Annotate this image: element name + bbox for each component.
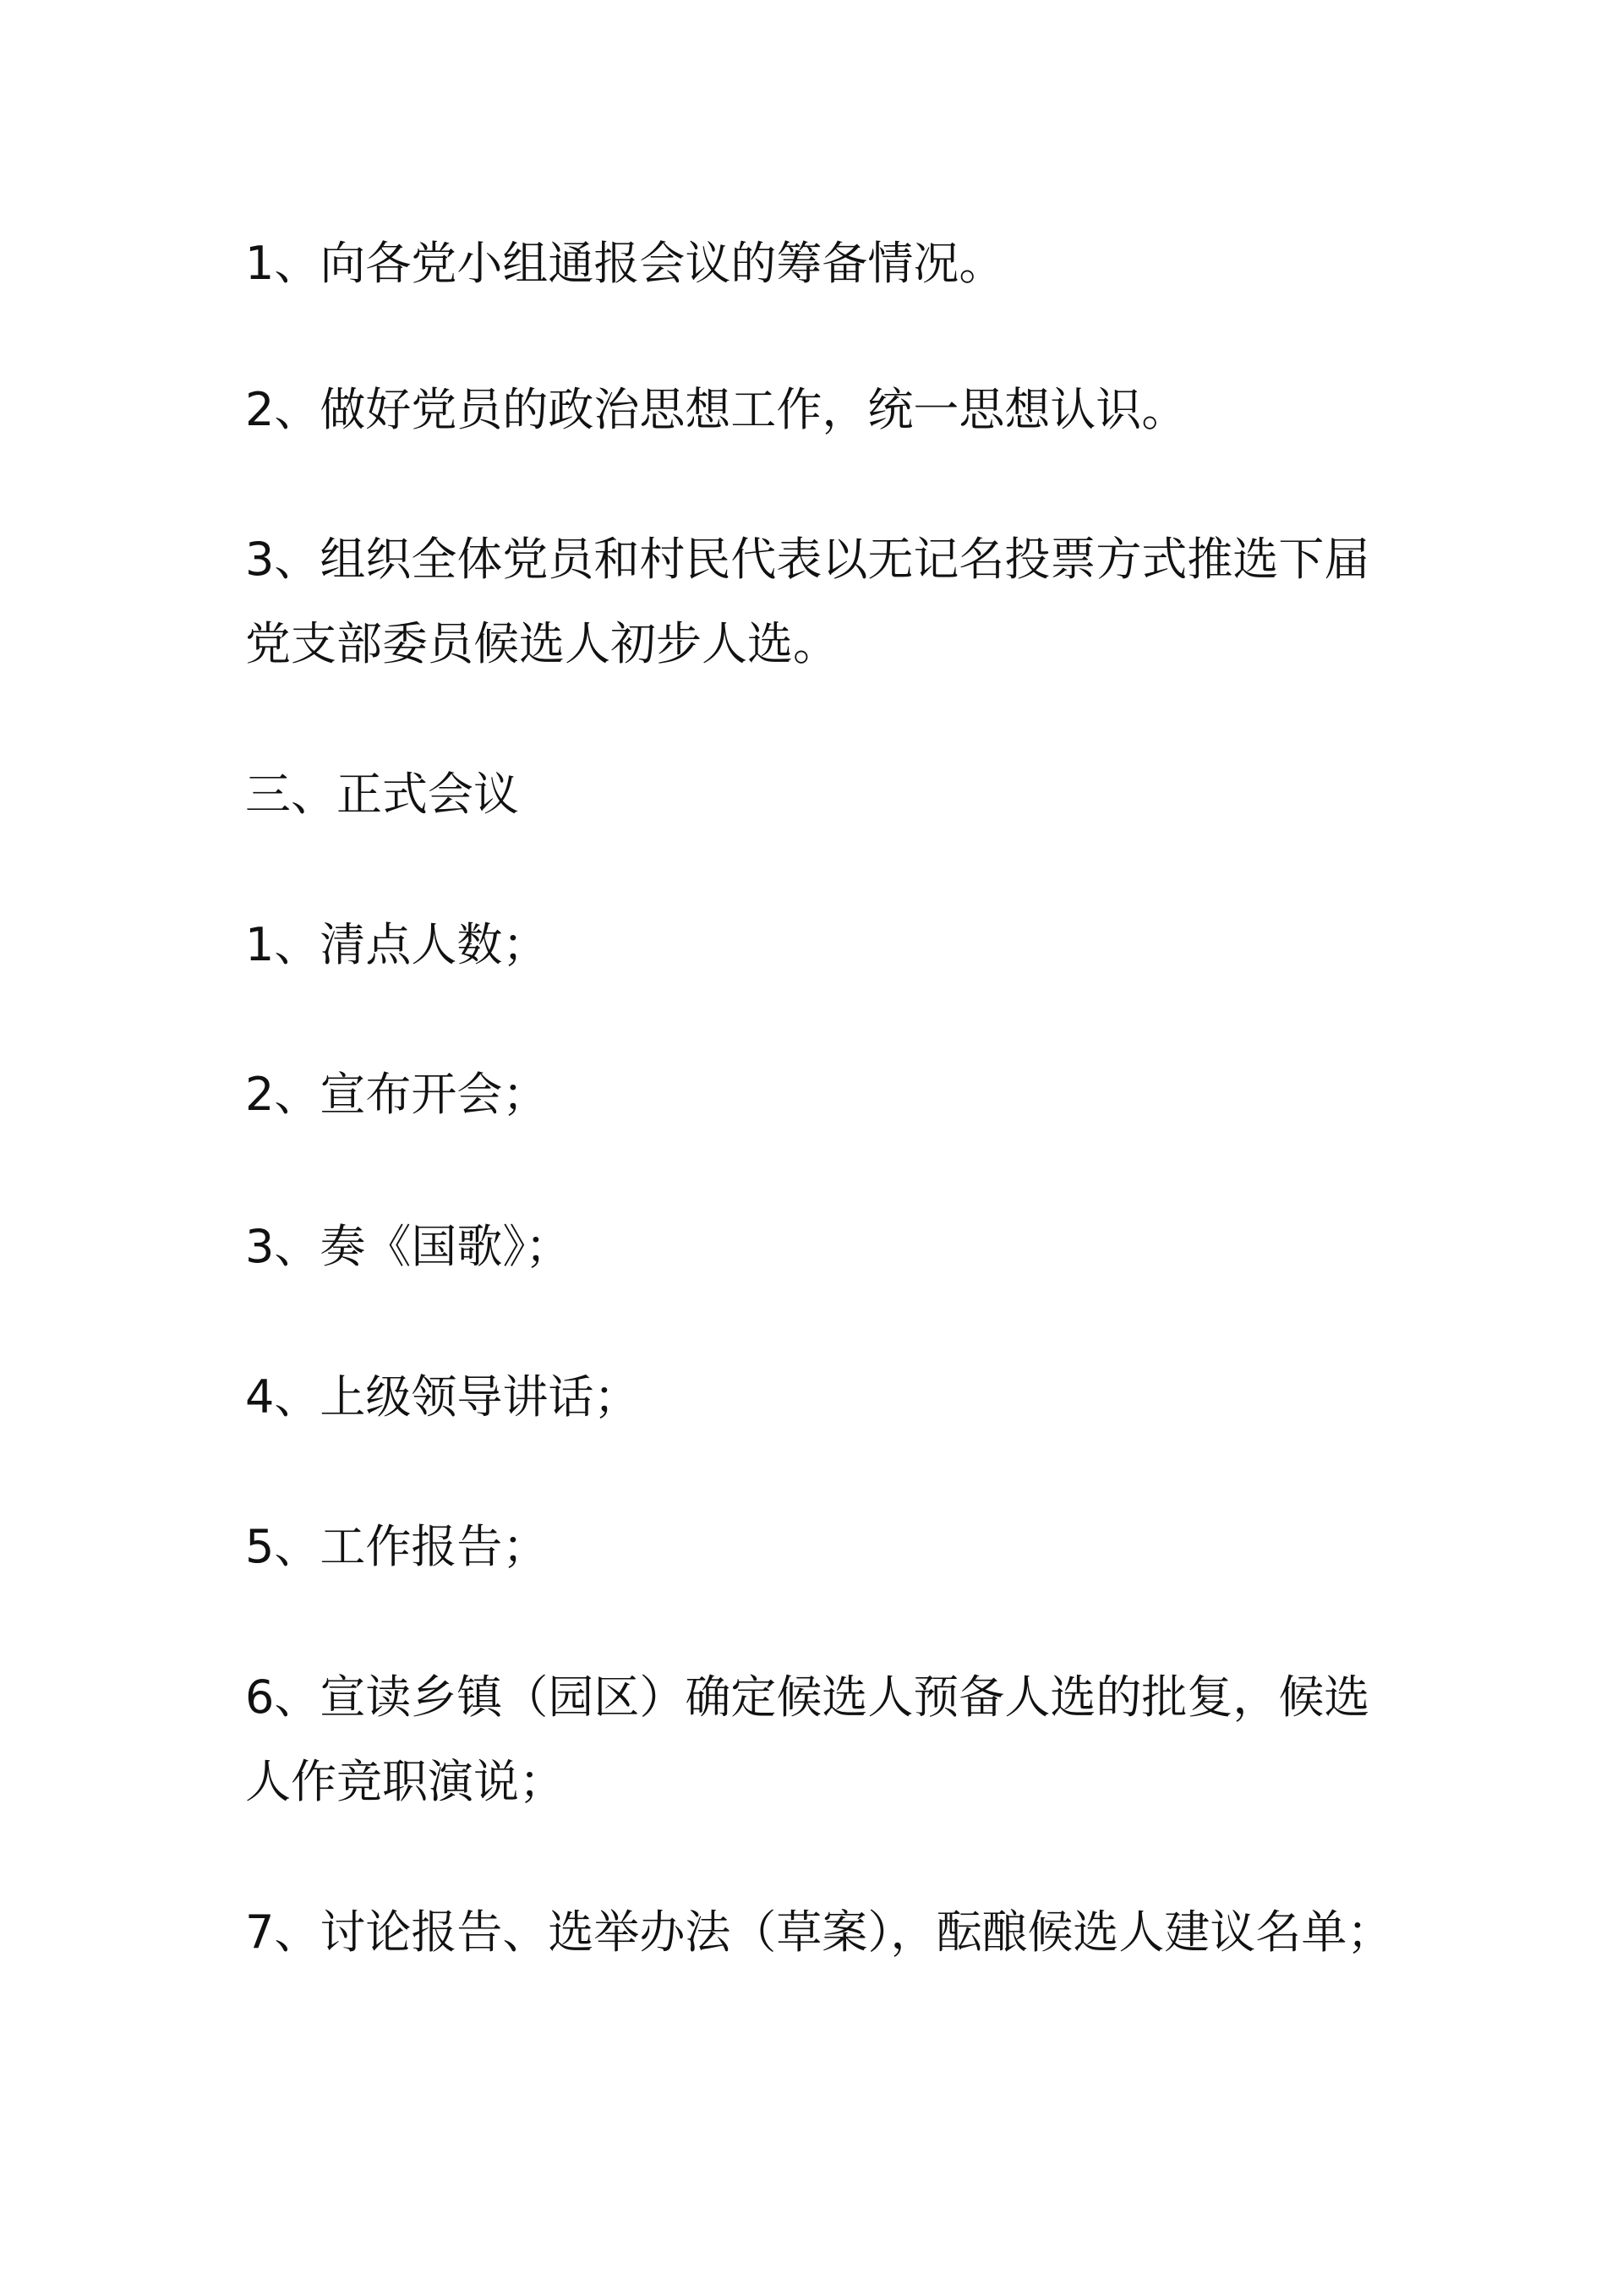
paragraph-meeting-item-2: 2、宣布开会； bbox=[245, 1068, 549, 1121]
paragraph-prep-item-2: 2、做好党员的政治思想工作，统一思想认识。 bbox=[245, 383, 1188, 436]
paragraph-meeting-item-4: 4、上级领导讲话； bbox=[245, 1370, 640, 1424]
section-heading-formal-meeting: 三、正式会议 bbox=[245, 768, 519, 821]
paragraph-meeting-item-1: 1、清点人数； bbox=[245, 918, 549, 971]
paragraph-meeting-item-7: 7、讨论报告、选举办法（草案），酝酿候选人建议名单； bbox=[245, 1905, 1393, 1959]
paragraph-prep-item-3: 3、组织全体党员和村民代表以无记名投票方式推选下届党支部委员候选人初步人选。 bbox=[245, 533, 1370, 670]
paragraph-prep-item-1: 1、向各党小组通报会议的筹备情况。 bbox=[245, 237, 1005, 290]
paragraph-meeting-item-5: 5、工作报告； bbox=[245, 1520, 549, 1573]
paragraph-meeting-item-6: 6、宣读乡镇（园区）确定候选人预备人选的批复，候选人作竞职演说； bbox=[245, 1670, 1370, 1808]
paragraph-meeting-item-3: 3、奏《国歌》； bbox=[245, 1220, 571, 1273]
